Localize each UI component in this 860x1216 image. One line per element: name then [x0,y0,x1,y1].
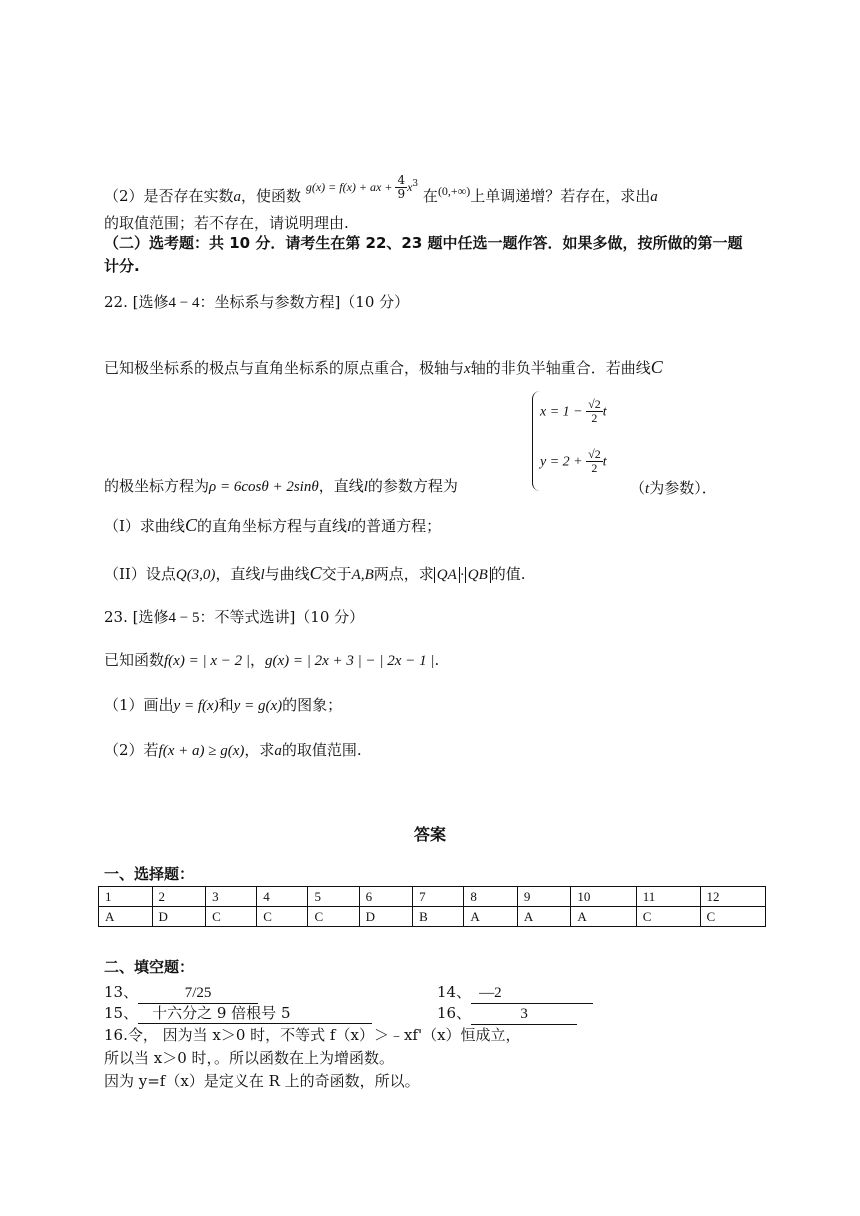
elective-instructions-line1: （二）选考题：共 10 分．请考生在第 22、23 题中任选一题作答．如果多做，按所做的第一题 [104,234,743,252]
answer-letter: C [257,907,308,927]
answers-title: 答案 [413,825,446,844]
answer-letter: C [206,907,257,927]
question-number: 9 [517,887,571,907]
multiple-choice-answer-table [98,886,766,927]
answer-15: 15、 十六分之 9 倍根号 5 [104,1003,372,1024]
answer-letter: D [359,907,413,927]
answer-16-explanation-line1: 16.令， 因为当 x＞0 时，不等式 f（x）＞﹣xf'（x）恒成立， [104,1026,521,1044]
elective-instructions-line2: 计分. [104,257,140,275]
param-equation-x: x = 1 − $\frac{√2}{2}$ t [540,397,607,425]
question-number: 7 [413,887,464,907]
question-number: 12 [700,887,765,907]
question-number: 10 [571,887,636,907]
q23-heading: 23. [选修4 − 5：不等式选讲]（10 分） [104,608,365,626]
answer-16-explanation-line2: 所以当 x＞0 时，。所以函数在上为增函数。 [104,1049,395,1067]
answer-letter: A [99,907,153,927]
answer-letter: C [700,907,765,927]
question-number: 11 [636,887,700,907]
answer-letter: C [636,907,700,927]
function-g: g(x) = f(x) + ax + 4 9 x3 [305,173,419,201]
answer-13: 13、 7/25 [104,982,258,1004]
q23-part2: （2）若f(x + a) ≥ g(x)，求a的取值范围. [104,741,362,759]
q22-paragraph-line2: 的极坐标方程为ρ = 6cosθ + 2sinθ，直线l的参数方程为 [104,477,458,495]
question-number: 8 [464,887,518,907]
q21-part2-line2: 的取值范围；若不存在，请说明理由. [104,214,349,232]
question-number: 1 [99,887,153,907]
answer-letter: B [413,907,464,927]
fill-in-heading: 二、填空题： [104,958,195,976]
q21-part2-line1: （2）是否存在实数a，使函数 $^{g(x) = f(x) + ax + \frac{4}{9} x^3}$ 在$^{(0,+\infty)}$上单调递增？若存在，求出a [104,173,658,205]
question-number: 4 [257,887,308,907]
q22-parameter-note: （t为参数）． [630,479,717,497]
q22-heading: 22. [选修4 − 4：坐标系与参数方程]（10 分） [104,293,410,311]
answer-letter: A [517,907,571,927]
question-number: 2 [152,887,206,907]
q22-paragraph-line1: 已知极坐标系的极点与直角坐标系的原点重合，极轴与x轴的非负半轴重合．若曲线C [104,357,663,377]
answer-letter: A [464,907,518,927]
answer-14: 14、 —2 [437,982,593,1004]
question-number: 6 [359,887,413,907]
answer-letter: C [308,907,359,927]
answer-16: 16、 3 [437,1003,577,1025]
answer-16-explanation-line3: 因为 y=f（x）是定义在 R 上的奇函数，所以。 [104,1072,420,1090]
table-row [99,887,766,907]
q23-given: 已知函数f(x) = | x − 2 |，g(x) = | 2x + 3 | − | 2x − 1 |. [104,651,440,669]
q22-part1: （I）求曲线C的直角坐标方程与直线l的普通方程； [104,515,442,535]
q23-part1: （1）画出y = f(x)和y = g(x)的图象； [104,696,343,714]
q22-part2: （II）设点Q(3,0)，直线l与曲线C交于A,B两点，求 QA · QB 的值. [104,563,526,583]
question-number: 5 [308,887,359,907]
multiple-choice-heading: 一、选择题： [104,865,195,883]
param-equation-y: y = 2 + $\frac{√2}{2}$ t [540,447,607,475]
answer-letter: D [152,907,206,927]
answer-letter: A [571,907,636,927]
question-number: 3 [206,887,257,907]
table-row [99,907,766,927]
